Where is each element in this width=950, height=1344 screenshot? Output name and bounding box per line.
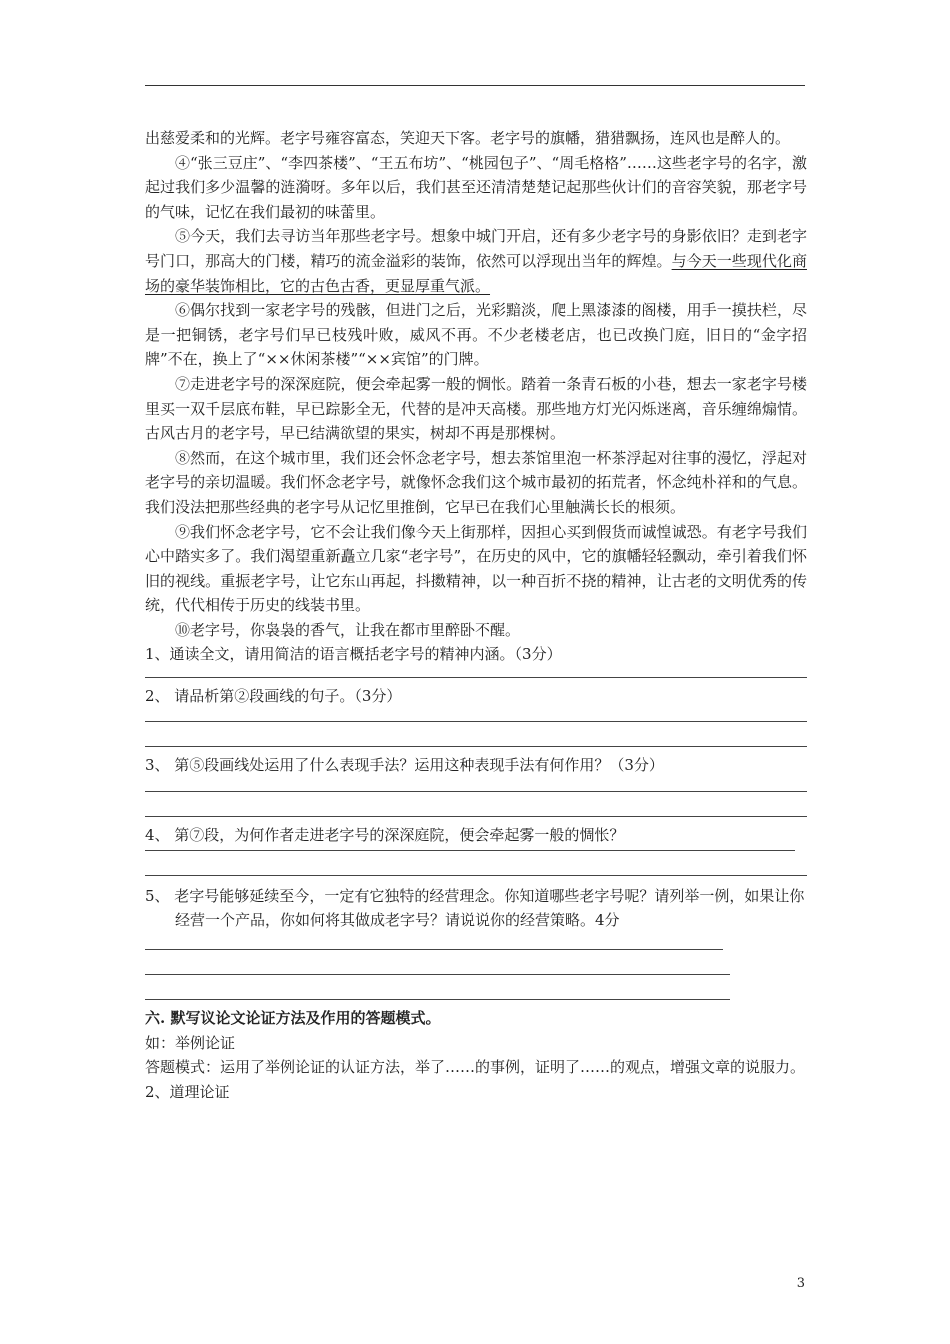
answer-line[interactable] xyxy=(145,791,807,792)
answer-line[interactable] xyxy=(145,721,807,722)
question-4: 4、 第⑦段，为何作者走进老字号的深深庭院，便会牵起雾一般的惆怅？ xyxy=(145,826,625,845)
paragraph-10: ⑩老字号，你袅袅的香气，让我在都市里醉卧不醒。 xyxy=(175,620,521,639)
answer-line[interactable] xyxy=(145,875,807,876)
paragraph-4: ④“张三豆庄”、“李四茶楼”、“王五布坊”、“桃园包子”、“周毛格格”……这些老字号的名字，激起过我们多少温馨的涟漪呀。多年以后，我们甚至还清清楚楚记起那些伙计们的音容笑貌，那老字号的气味，记忆在我们最初的味蕾里。 xyxy=(145,153,807,221)
section-6-example: 如：举例论证 xyxy=(145,1033,236,1052)
question-2: 2、 请品析第②段画线的句子。（3分） xyxy=(145,687,402,706)
answer-line[interactable] xyxy=(145,816,807,817)
page-content xyxy=(145,126,807,1104)
section-6-item-2: 2、道理论证 xyxy=(145,1082,230,1101)
section-6-template: 答题模式：运用了举例论证的认证方法，举了……的事例，证明了……的观点，增强文章的说服力。 xyxy=(145,1058,806,1077)
answer-line[interactable] xyxy=(145,974,730,975)
paragraph-9: ⑨我们怀念老字号，它不会让我们像今天上街那样，因担心买到假货而诚惶诚恐。有老字号我们心中踏实多了。我们渴望重新矗立几家“老字号”，在历史的风中，它的旗幡轻轻飘动，牵引着我们怀旧的视线。重振老字号，让它东山再起，抖擞精神，以一种百折不挠的精神，让古老的文明优秀的传统，代代相传于历史的线装书里。 xyxy=(145,522,807,615)
paragraph-7: ⑦走进老字号的深深庭院，便会牵起雾一般的惆怅。踏着一条青石板的小巷，想去一家老字号楼里买一双千层底布鞋，早已踪影全无，代替的是冲天高楼。那些地方灯光闪烁迷离，音乐缠绵煽情。古风古月的老字号，早已结满欲望的果实，树却不再是那棵树。 xyxy=(145,374,807,443)
paragraph-8: ⑧然而，在这个城市里，我们还会怀念老字号，想去茶馆里泡一杯茶浮起对往事的漫忆，浮起对老字号的亲切温暖。我们怀念老字号，就像怀念我们这个城市最初的拓荒者，怀念纯朴祥和的气息。我们没法把那些经典的老字号从记忆里推倒，它早已在我们心里触满长长的根须。 xyxy=(145,448,807,516)
question-3: 3、 第⑤段画线处运用了什么表现手法？运用这种表现手法有何作用？（3分） xyxy=(145,755,664,774)
answer-line[interactable] xyxy=(145,677,807,678)
page-number: 3 xyxy=(796,1276,805,1291)
answer-line[interactable] xyxy=(145,949,723,950)
paragraph-5-underlined: 与今天一些现代化商场的豪华装饰相比，它的古色古香，更显厚重气派。 xyxy=(145,251,807,295)
section-6-title: 六. 默写议论文论证方法及作用的答题模式。 xyxy=(145,1009,441,1028)
header-rule xyxy=(145,85,805,86)
paragraph-continuation: 出慈爱柔和的光辉。老字号雍容富态，笑迎天下客。老字号的旗幡，猎猎飘扬，连风也是醉人的。 xyxy=(145,129,791,147)
paragraph-6: ⑥偶尔找到一家老字号的残骸，但进门之后，光彩黯淡，爬上黑漆漆的阁楼，用手一摸扶栏，尽是一把铜锈，老字号们早已枝残叶败，威风不再。不少老楼老店，也已改换门庭，旧日的“金字招牌”不在，换上了“××休闲茶楼”“××宾馆”的门牌。 xyxy=(145,301,807,369)
answer-line[interactable] xyxy=(145,850,795,851)
question-5: 5、 老字号能够延续至今，一定有它独特的经营理念。你知道哪些老字号呢？请列举一例，如果让你经营一个产品，你如何将其做成老字号？请说说你的经营策略。4分 xyxy=(145,886,805,930)
paragraph-5-text: ⑤今天，我们去寻访当年那些老字号。想象中城门开启，还有多少老字号的身影依旧？走到老字号门口，那高大的门楼，精巧的流金溢彩的装饰，依然可以浮现出当年的辉煌。 xyxy=(145,227,807,270)
paragraph-5 xyxy=(145,224,807,298)
question-1: 1、通读全文，请用简洁的语言概括老字号的精神内涵。（3分） xyxy=(145,645,562,664)
answer-line[interactable] xyxy=(145,746,807,747)
answer-line[interactable] xyxy=(145,999,730,1000)
